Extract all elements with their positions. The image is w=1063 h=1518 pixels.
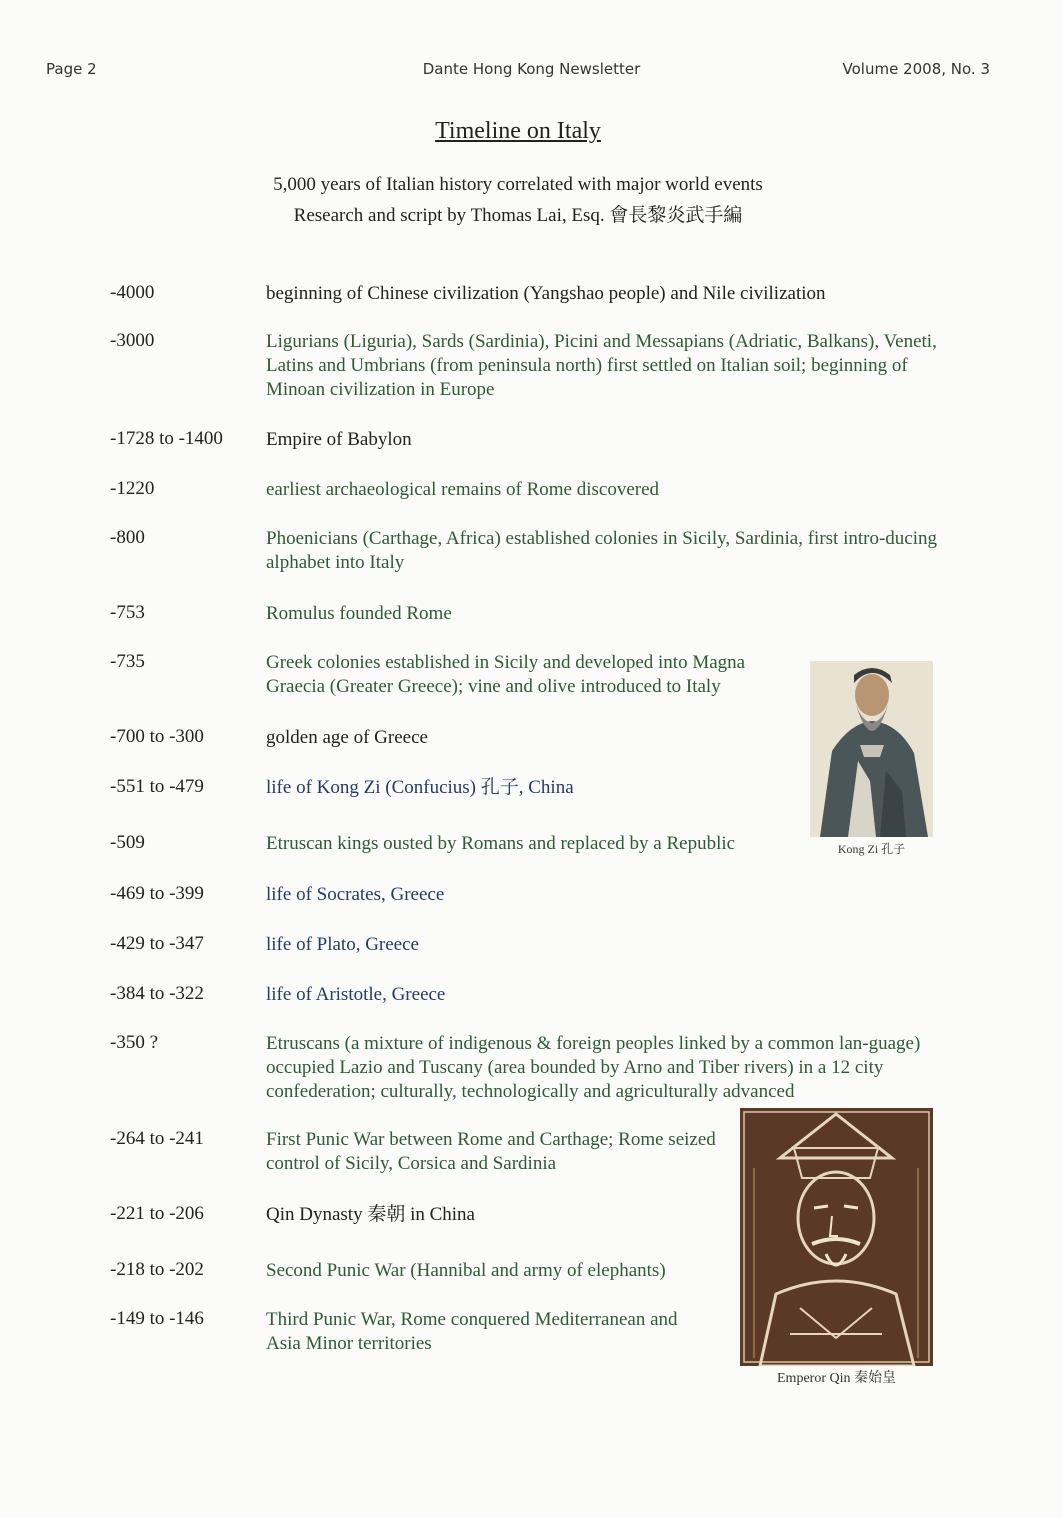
timeline-text: First Punic War between Rome and Carthage; Rome seized control of Sicily, Corsica and Sardinia xyxy=(266,1129,716,1174)
timeline-text: Second Punic War (Hannibal and army of elephants) xyxy=(266,1260,666,1281)
page-number: Page 2 xyxy=(46,60,97,78)
timeline-text: Third Punic War, Rome conquered Mediterranean and Asia Minor territories xyxy=(266,1309,678,1354)
timeline-year: -149 to -146 xyxy=(110,1308,204,1329)
timeline-text: Greek colonies established in Sicily and developed into Magna Graecia (Greater Greece); vine and olive introduced to Italy xyxy=(266,652,746,697)
timeline-year: -551 to -479 xyxy=(110,776,204,797)
timeline-year: -384 to -322 xyxy=(110,983,204,1004)
volume-number: Volume 2008, No. 3 xyxy=(842,60,990,78)
timeline-year: -700 to -300 xyxy=(110,726,204,747)
timeline-year: -800 xyxy=(110,527,145,548)
timeline-text: Etruscans (a mixture of indigenous & foreign peoples linked by a common lan-guage) occupied Lazio and Tuscany (area bounded by Arno and Tiber rivers) in a 12 city confederation; culturally, technologically and agriculturally advanced xyxy=(266,1033,921,1102)
timeline-text: beginning of Chinese civilization (Yangshao people) and Nile civilization xyxy=(266,283,826,304)
timeline-year: -264 to -241 xyxy=(110,1128,204,1149)
timeline-text: Romulus founded Rome xyxy=(266,603,452,624)
timeline-year: -753 xyxy=(110,602,145,623)
timeline-year: -509 xyxy=(110,832,145,853)
timeline-text: life of Socrates, Greece xyxy=(266,884,445,905)
timeline-year: -221 to -206 xyxy=(110,1203,204,1224)
timeline-year: -4000 xyxy=(110,282,155,303)
timeline-text: Etruscan kings ousted by Romans and replaced by a Republic xyxy=(266,833,736,854)
timeline-year: -469 to -399 xyxy=(110,883,204,904)
timeline-text: Qin Dynasty 秦朝 in China xyxy=(266,1204,475,1225)
timeline-year: -1220 xyxy=(110,478,155,499)
newsletter-name: Dante Hong Kong Newsletter xyxy=(422,60,641,78)
timeline-year: -735 xyxy=(110,651,145,672)
timeline-text: life of Aristotle, Greece xyxy=(266,984,446,1005)
timeline-text: Phoenicians (Carthage, Africa) established colonies in Sicily, Sardinia, first intro-ducing alphabet into Italy xyxy=(266,528,937,573)
subtitle: 5,000 years of Italian history correlated with major world events xyxy=(273,174,763,195)
timeline-text: Ligurians (Liguria), Sards (Sardinia), Picini and Messapians (Adriatic, Balkans), Veneti, Latins and Umbrians (from peninsula north) first settled on Italian soil; beginning of Minoan civilization in Europe xyxy=(266,331,937,400)
emperor-qin-portrait xyxy=(740,1108,933,1366)
author-line: Research and script by Thomas Lai, Esq. 會長黎炎武手編 xyxy=(293,205,743,226)
timeline-year: -350 ? xyxy=(110,1032,159,1053)
confucius-caption: Kong Zi 孔子 xyxy=(837,842,906,856)
timeline-text: Empire of Babylon xyxy=(266,429,412,450)
timeline-text: life of Kong Zi (Confucius) 孔子, China xyxy=(266,777,574,798)
timeline-year: -3000 xyxy=(110,330,155,351)
emperor-qin-caption: Emperor Qin 秦始皇 xyxy=(777,1371,896,1386)
timeline-year: -1728 to -1400 xyxy=(110,428,223,449)
timeline-text: golden age of Greece xyxy=(266,727,428,748)
page-title: Timeline on Italy xyxy=(435,118,601,144)
timeline-year: -429 to -347 xyxy=(110,933,204,954)
timeline-text: earliest archaeological remains of Rome discovered xyxy=(266,479,660,500)
timeline-text: life of Plato, Greece xyxy=(266,934,419,955)
timeline-year: -218 to -202 xyxy=(110,1259,204,1280)
confucius-portrait xyxy=(810,661,933,837)
